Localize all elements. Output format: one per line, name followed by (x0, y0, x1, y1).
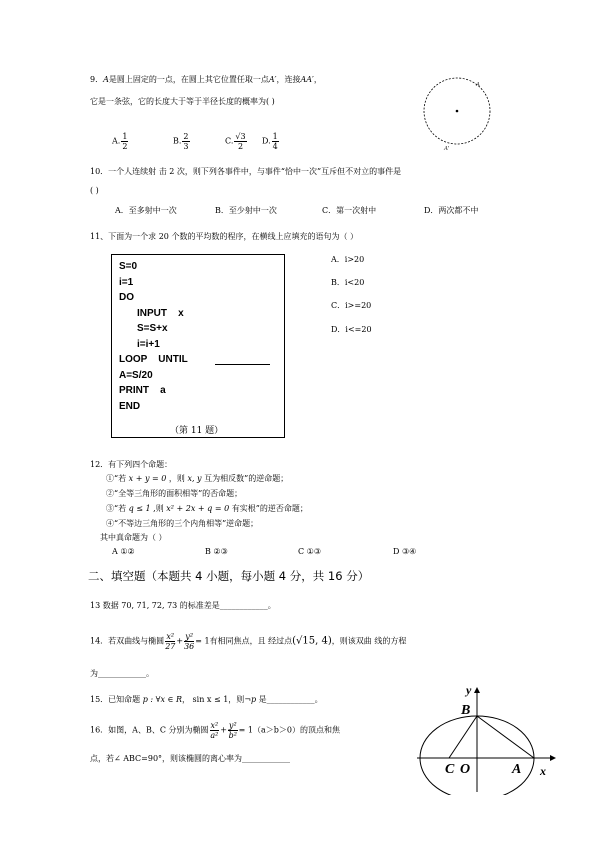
text: 。 (267, 601, 276, 610)
q12-stem: 12．有下列四个命题： (90, 460, 173, 469)
q10-option-b: B．至少射中一次 (215, 206, 277, 215)
text: 14．若双曲线与椭圆 (90, 636, 165, 646)
q10-option-d: D．两次都不中 (424, 206, 479, 215)
text: 的标准差是 (177, 601, 220, 610)
figure-label-O: O (460, 762, 471, 777)
q14-line1 (90, 632, 406, 651)
q11-stem: 11、下面为一个求 20 个数的平均数的程序，在横线上应填充的语句为（ ） (90, 232, 358, 241)
frac-den: b² (228, 731, 237, 740)
math: x, y (187, 474, 202, 483)
q12-item-2: ②“全等三角形的面积相等”的否命题； (106, 489, 243, 498)
frac-den: a² (210, 731, 219, 740)
q15-line (90, 694, 323, 705)
equals: = 1 (195, 636, 210, 646)
q12-true-line: 其中真命题为（ ） (100, 533, 167, 542)
text: 是____________。 (256, 695, 323, 704)
q11-option-c: C．i>=20 (331, 301, 372, 310)
text: ,则 (150, 504, 167, 513)
q9-number: 9． (90, 75, 104, 84)
q9-circle-figure (420, 74, 500, 154)
section-title: 二、填空题（本题共 4 小题，每小题 4 分，共 16 分） (88, 569, 370, 583)
code-line: INPUT x (137, 308, 184, 319)
segment-CB (449, 716, 477, 758)
frac-num: y² (185, 632, 194, 641)
math: x + y = 0 (128, 474, 167, 483)
option-label: C. (225, 136, 234, 146)
code-line: S=0 (119, 261, 138, 272)
code-line: PRINT a (119, 385, 166, 396)
figure-label-C: C (445, 762, 455, 777)
q10-option-c: C．第一次射中 (322, 206, 377, 215)
q12-option-c: C ①③ (298, 547, 322, 556)
q9-option-b (173, 132, 191, 151)
q10-option-a: A．至多射中一次 (115, 206, 177, 215)
q9-chord: AA′ (300, 75, 314, 84)
frac-num: x² (166, 632, 175, 641)
q16-ellipse-figure (415, 680, 565, 795)
q13-line (90, 600, 276, 611)
text: ，则该双曲 线的方程 (331, 636, 407, 646)
q9-point-Aprime: A′ (268, 75, 277, 84)
code-line: A=S/20 (119, 370, 153, 381)
answer-blank: ____________ (219, 601, 268, 610)
q10-line2: ( ) (90, 186, 99, 195)
segment-BA (477, 716, 534, 758)
q10-line1: 10．一个人连续射 击 2 次，则下列各事件中，与事件“恰中一次”互斥但不对立的事件是 (90, 167, 402, 176)
q11-option-d: D．i<=20 (331, 325, 372, 334)
q14-fraction-x (165, 632, 175, 651)
q11-answer-blank (215, 364, 270, 365)
q9-text2: ，连接 (276, 75, 301, 84)
text: 15．已知命题 (90, 695, 143, 704)
code-line: DO (119, 292, 134, 303)
q9-text: 是圆上固定的一点，在圆上其它位置任取一点 (108, 75, 269, 84)
frac-num: 1 (122, 132, 128, 141)
q9-option-a-fraction (121, 132, 128, 151)
plus: + (220, 725, 227, 735)
math: p : ∀x ∈ R (142, 695, 183, 704)
q9-option-b-fraction (182, 132, 189, 151)
q9-option-c-fraction (234, 132, 246, 151)
code-line: i=i+1 (137, 339, 160, 350)
q9-point-A: A (103, 75, 109, 84)
q9-line2: 它是一条弦，它的长度大于等于半径长度的概率为( ) (90, 97, 275, 106)
equals: = 1 (238, 725, 253, 735)
frac-den: 2 (122, 142, 128, 151)
text: 有相同焦点，且 经过点 (209, 636, 293, 646)
figure-label-x: x (540, 764, 546, 778)
frac-num: 1 (272, 132, 278, 141)
text: （a＞b＞0）的顶点和焦 (253, 725, 340, 735)
q16-fraction-y (228, 721, 238, 740)
code-line: LOOP UNTIL (119, 354, 188, 365)
figure-label-Aprime: A′ (444, 146, 449, 152)
figure-label-B: B (461, 703, 471, 718)
q11-option-a: A．i>20 (331, 255, 365, 264)
q16-line1 (90, 721, 340, 740)
q9-option-d-fraction (272, 132, 279, 151)
q12-option-b: B ②③ (205, 547, 228, 556)
text: 13 数据 (90, 601, 122, 610)
q14-point: (√15, 4) (292, 635, 332, 647)
frac-den: 4 (272, 142, 278, 151)
q12-option-d: D ③④ (393, 547, 417, 556)
q11-caption: （第 11 题） (170, 426, 224, 436)
text: ，则 (166, 474, 188, 483)
frac-den: 36 (184, 642, 195, 651)
text: ①“若 (106, 474, 129, 483)
figure-label-A: A (476, 82, 480, 88)
math: x² + 2x + q = 0 (166, 504, 230, 513)
frac-den: 3 (183, 142, 189, 151)
q9-option-a (112, 132, 129, 151)
frac-den: 2 (237, 142, 244, 151)
code-line: S=S+x (137, 323, 168, 334)
code-line: i=1 (119, 277, 134, 288)
text: 16．如图，A、B、C 分别为椭圆 (90, 725, 209, 735)
q16-fraction-x (210, 721, 220, 740)
q9-end: ， (313, 75, 322, 84)
text: 有实根”的逆否命题； (229, 504, 308, 513)
q9-line1 (90, 74, 322, 85)
frac-num: 2 (183, 132, 189, 141)
q9-option-c (225, 132, 248, 151)
frac-num: y² (228, 721, 237, 730)
option-label: A. (112, 136, 121, 146)
option-label: D. (262, 136, 271, 146)
math: ¬p (244, 695, 257, 704)
code-line: END (119, 401, 141, 412)
frac-num: x² (210, 721, 219, 730)
figure-label-y: y (466, 683, 472, 697)
option-label: B. (173, 136, 182, 146)
q11-option-b: B．i<20 (331, 278, 365, 287)
math: q ≤ 1 (128, 504, 151, 513)
q14-fraction-y (184, 632, 194, 651)
q9-option-d (262, 132, 280, 151)
q13-data: 70, 71, 72, 73 (121, 601, 178, 610)
text: 互为相反数”的逆命题； (201, 474, 289, 483)
figure-label-A: A (512, 762, 522, 777)
q12-item-3 (106, 503, 308, 514)
plus: + (176, 636, 184, 646)
q16-line2: 点，若∠ ABC=90°，则该椭圆的离心率为____________ (90, 754, 291, 763)
text: ③“若 (106, 504, 129, 513)
q12-item-1 (106, 473, 288, 484)
q12-option-a: A ①② (112, 547, 135, 556)
q12-item-4: ④“不等边三角形的三个内角相等”逆命题； (106, 519, 259, 528)
frac-num: √3 (235, 132, 246, 141)
q14-line2: 为____________。 (90, 669, 154, 678)
circle-center (456, 110, 459, 113)
text: ， sin x ≤ 1，则 (182, 695, 245, 704)
frac-den: 27 (165, 642, 176, 651)
